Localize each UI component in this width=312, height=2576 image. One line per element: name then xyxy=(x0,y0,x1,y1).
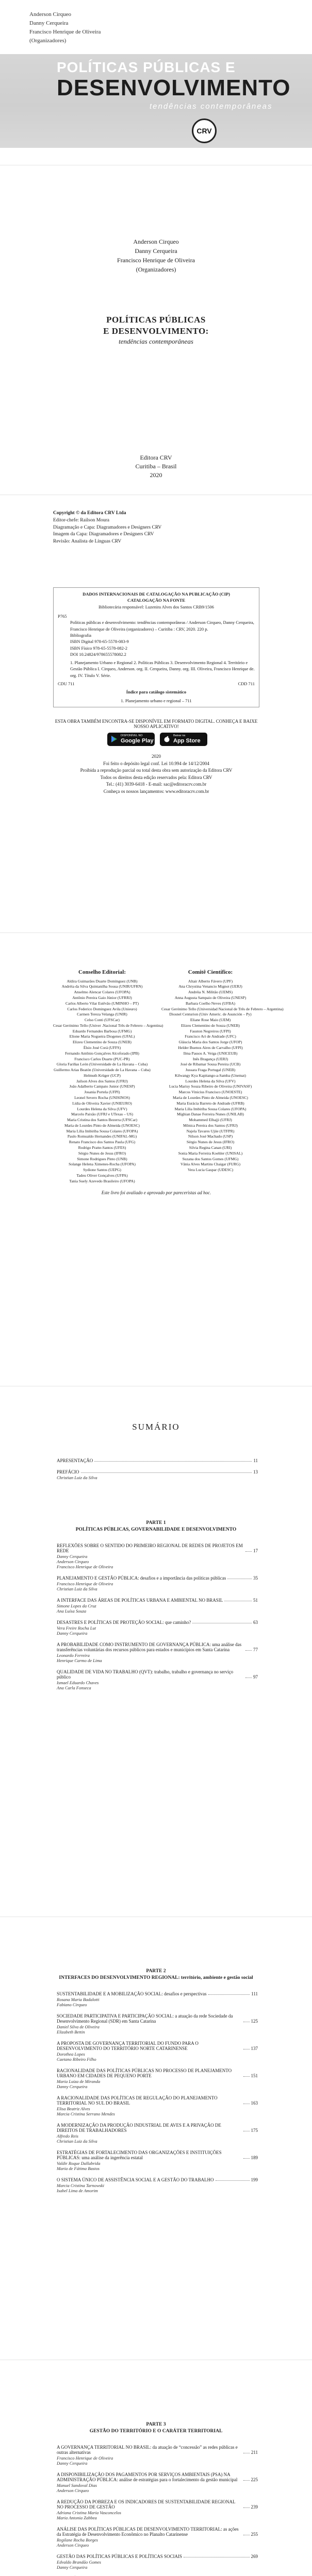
editorial-member: Maria Cristina dos Santos Bezerra (UFSCar) xyxy=(67,1117,138,1123)
author-name: Anderson Cirqueo xyxy=(133,238,179,245)
scientific-member: Francisco Ari de Andrade (UFC) xyxy=(185,1034,236,1039)
part-2-heading xyxy=(0,1968,312,1982)
toc-entry-page: 51 xyxy=(253,1598,258,1603)
google-play-icon xyxy=(111,736,118,742)
scientific-member: José de Ribamar Sousa Pereira (UCB) xyxy=(180,1062,241,1067)
publisher-block xyxy=(0,453,312,479)
editorial-member: Maria Lília Imbiriba Sousa Colares (UFOPA) xyxy=(66,1128,138,1133)
rights-notice: Todos os direitos desta edição reservados pela: Editora CRV xyxy=(100,774,212,780)
toc-entry-title: A REDUÇÃO DA POBREZA E OS INDICADORES DE SUSTENTABILIDADE REGIONAL NO PROCESSO DE GESTÃO xyxy=(57,2499,236,2510)
app-store-badges xyxy=(107,733,207,746)
summary-intro-list xyxy=(57,1458,258,1486)
toc-leader-dots xyxy=(81,1472,252,1473)
part-label: PARTE 3 xyxy=(146,2422,166,2427)
editorial-member: Anselmo Alencar Colares (UFOPA) xyxy=(74,990,130,995)
google-play-button[interactable] xyxy=(107,733,155,746)
copyright-line: Imagem da Capa: Diagramadores e Designers CRV xyxy=(53,532,154,537)
doi: DOI 10.24824/978655578082.2 xyxy=(70,651,126,657)
scientific-member: Míghian Danae Ferreira Nunes (UNILAB) xyxy=(177,1112,244,1117)
toc-leader-dots xyxy=(245,1677,252,1678)
toc-entry-authors: Manuel Sandoval Dias Anderson Cirqueo xyxy=(57,2483,97,2493)
editorial-member: Antônio Pereira Gaio Júnior (UFRRJ) xyxy=(72,995,132,1000)
app-store-notice: ESTA OBRA TAMBÉM ENCONTRA-SE DISPONÍVEL EM FORMATO DIGITAL. CONHEÇA E BAIXE NOSSO APLICATIVO! xyxy=(55,719,258,729)
toc-entry-title: A MODERNIZAÇÃO DA PRODUÇÃO INDUSTRIAL DE AVES E A PRIVAÇÃO DE DIREITOS DE TRABALHADORES xyxy=(57,2123,221,2133)
toc-entry[interactable] xyxy=(57,1642,258,1663)
summary-part-1-list xyxy=(57,1543,258,1697)
cataloging-entry: Políticas públicas e desenvolvimento: tendências contemporâneas / Anderson Cirqueo, Danny Cerqueira, Francisco Henrique de Oliveira (organizadores) – Curitiba : CRV, 2020. 220 p. xyxy=(70,620,254,632)
editorial-member: Guillermo Arias Beatón (Universidade de La Havana – Cuba) xyxy=(54,1067,151,1073)
toc-entry[interactable] xyxy=(57,2527,258,2548)
scientific-member: Mônica Pereira dos Santos (UFRJ) xyxy=(183,1123,238,1128)
scientific-member: Andréia N. Militão (UEMS) xyxy=(188,990,233,995)
editorial-member: Gloria Fariñas León (Universidade de La Havana – Cuba) xyxy=(56,1062,148,1067)
toc-entry[interactable] xyxy=(57,2123,258,2144)
toc-entry-title: GESTÃO DAS POLÍTICAS PÚBLICAS E POLÍTICAS SOCIAIS xyxy=(57,2554,183,2559)
editorial-member: Aldira Guimarães Duarte Domínguez (UNB) xyxy=(67,978,138,984)
publisher-website: Conheça os nossos lançamentos: www.editoracrv.com.br xyxy=(103,788,209,794)
toc-entry-title: APRESENTAÇÃO xyxy=(57,1458,93,1463)
toc-entry-page: 255 xyxy=(251,2532,258,2537)
scientific-member: Eliane Rose Maio (UEM) xyxy=(190,1018,231,1023)
copyright-block xyxy=(53,510,259,546)
toc-entry[interactable] xyxy=(57,2177,258,2193)
toc-entry-page: 239 xyxy=(251,2504,258,2510)
toc-entry-authors: Regilane Rocha Borges Anderson Cirqueo xyxy=(57,2537,98,2548)
editorial-member: Leonel Severo Rocha (UNISINOS) xyxy=(74,1095,130,1100)
toc-entry-authors: Alfredo Reis Christian Luiz da Silva xyxy=(57,2133,97,2144)
cover-page xyxy=(0,0,312,155)
editorial-member: Paulo Romualdo Hernandes (UNIFAL-MG) xyxy=(67,1134,137,1139)
toc-entry-title: REFLEXÕES SOBRE O SENTIDO DO PRIMEIRO REGIONAL DE REDES DE PROJETOS EM REDE xyxy=(57,1543,243,1553)
toc-entry-authors: Francisco Henrique de Oliveira Danny Cerqueira xyxy=(57,2455,113,2466)
toc-entry-authors: Ismael Eduardo Chaves Ana Carla Fonseca xyxy=(57,1680,99,1690)
toc-entry-authors: Rosana Maria Badalotti Fabiano Cirqueo xyxy=(57,1997,100,2007)
toc-entry[interactable] xyxy=(57,1669,258,1690)
scientific-committee xyxy=(161,969,284,1184)
toc-entry-page: 175 xyxy=(251,2128,258,2133)
apple-icon xyxy=(163,736,170,742)
toc-entry-authors: Vera Freire Rocha Lut Danny Cerqueira xyxy=(57,1625,96,1636)
toc-entry[interactable] xyxy=(57,1543,258,1569)
toc-entry-page: 13 xyxy=(253,1469,258,1475)
toc-entry-title: SUSTENTABILIDADE E A MOBILIZAÇÃO SOCIAL: desafios e perspectivas xyxy=(57,1991,207,1996)
toc-entry[interactable] xyxy=(57,1458,258,1463)
toc-entry[interactable] xyxy=(57,2013,258,2035)
scientific-member: Marcos Vinicius Francisco (UNOESTE) xyxy=(178,1090,242,1095)
editorial-member: Francisco Carlos Duarte (PUC-PR) xyxy=(74,1056,130,1061)
toc-entry[interactable] xyxy=(57,2445,258,2466)
toc-entry-page: 11 xyxy=(253,1458,258,1463)
toc-entry-authors: Valdir Roque Dallabrida Maria de Fátima Bastos xyxy=(57,2161,101,2171)
summary-part-2-list xyxy=(57,1991,258,2199)
editorial-member: Helmuth Krüger (UCP) xyxy=(84,1073,121,1078)
cataloging-heading: DADOS INTERNACIONAIS DE CATALOGAÇÃO NA PUBLICAÇÃO (CIP) xyxy=(83,591,230,597)
toc-entry[interactable] xyxy=(57,2472,258,2493)
toc-entry-title: DESASTRES E POLÍTICAS DE PROTEÇÃO SOCIAL: que caminho? xyxy=(57,1620,191,1625)
editorial-member: Elione Maria Nogueira Diogenes (UFAL) xyxy=(69,1034,135,1039)
part-label: PARTE 2 xyxy=(146,1969,166,1974)
cover-organizers xyxy=(29,10,101,45)
toc-entry-page: 35 xyxy=(253,1575,258,1581)
toc-entry-title: A DISPONIBILIZAÇÃO DOS PAGAMENTOS POR SERVIÇOS AMBIENTAIS (PSA) NA ADMINISTRAÇÃO PÚBLICA: análise de estratégias para o fortalecimento da gestão municipal xyxy=(57,2472,238,2482)
book-title-line: POLÍTICAS PÚBLICAS xyxy=(106,315,206,325)
toc-entry[interactable] xyxy=(57,2041,258,2062)
toc-entry-title: A RACIONALIDADE DAS POLÍTICAS DE REGULAÇÃO DO PLANEJAMENTO TERRITORIAL NO SUL DO BRASIL xyxy=(57,2095,218,2106)
scientific-member: Sonia Maria Ferreira Koehler (UNISAL) xyxy=(178,1150,243,1156)
toc-entry-page: 225 xyxy=(251,2477,258,2482)
author-name: Danny Cerqueira xyxy=(135,247,177,255)
author-name: Francisco Henrique de Oliveira xyxy=(117,257,195,264)
editorial-board-title: Conselho Editorial: xyxy=(78,969,126,975)
editorial-member: Tadeu Oliver Gonçalves (UFPA) xyxy=(76,1173,128,1178)
toc-entry-authors: Danny Cerqueira Anderson Cirqueo Francisco Henrique de Oliveira xyxy=(57,1554,113,1569)
editorial-member: Celso Conti (UFSCar) xyxy=(85,1018,120,1023)
toc-leader-dots xyxy=(245,1551,252,1552)
toc-entry-title: ANÁLISE DAS POLÍTICAS PÚBLICAS DE DESENVOLVIMENTO TERRITORIAL: as ações da Estratégia de Desenvolvimento Econômico no Planalto Catarinense xyxy=(57,2527,239,2537)
publication-year: 2020 xyxy=(150,471,162,479)
cover-organizer: Francisco Henrique de Oliveira xyxy=(29,29,101,36)
app-store-small-label: Baixar na xyxy=(173,734,186,738)
toc-entry-authors: Daniel Silva de Oliveira Elizabeth Bettin xyxy=(57,2024,100,2035)
editorial-member: Carmen Tereza Velanga (UNIR) xyxy=(77,1012,127,1017)
scientific-committee-title: Comitê Científico: xyxy=(188,969,233,975)
copyright-line: Copyright © da Editora CRV Ltda xyxy=(53,511,126,516)
toc-entry-title: PREFÁCIO xyxy=(57,1469,79,1475)
toc-entry-page: 189 xyxy=(251,2155,258,2160)
editorial-member: Tania Suely Azevedo Brasileiro (UFOPA) xyxy=(69,1178,135,1183)
scientific-member: Barbara Coelho Neves (UFBA) xyxy=(186,1001,235,1006)
toc-entry-page: 125 xyxy=(251,2019,258,2024)
toc-leader-dots xyxy=(245,1650,252,1651)
part-1-heading xyxy=(0,1520,312,1534)
app-store-label: App Store xyxy=(173,737,201,744)
editorial-member: Renato Francisco dos Santos Paula (UFG) xyxy=(69,1140,136,1145)
toc-entry-page: 151 xyxy=(251,2073,258,2078)
editorial-member: Jailson Alves dos Santos (UFRJ) xyxy=(76,1078,128,1083)
part-title: POLÍTICAS PÚBLICAS, GOVERNABILIDADE E DESENVOLVIMENTO xyxy=(75,1527,237,1533)
contact-phone-email: Tel.: (41) 3039-6418 - E-mail: sac@editoracrv.com.br xyxy=(106,782,207,787)
publisher-name: Editora CRV xyxy=(140,454,172,461)
isbn-print: ISBN Físico 978-65-5578-082-2 xyxy=(70,645,127,651)
toc-entry[interactable] xyxy=(57,1598,258,1614)
scientific-member: Fauston Negreiros (UFPI) xyxy=(190,1028,231,1033)
scientific-member: Silvia Regina Canan (URI) xyxy=(189,1145,232,1150)
cover-organizer-role: (Organizadores) xyxy=(29,38,67,44)
toc-entry-authors: Elisa Beatriz Alves Marcia Cristina Serrano Mendes xyxy=(57,2106,115,2116)
part-label: PARTE 1 xyxy=(146,1520,166,1526)
toc-leader-dots xyxy=(243,2076,250,2077)
editorial-member: Maria de Lourdes Pinto de Almeida (UNOESC) xyxy=(64,1123,140,1128)
toc-entry-page: 137 xyxy=(251,2046,258,2051)
scientific-member: Vera Lucia Gaspar (UDESC) xyxy=(187,1167,234,1173)
toc-entry-page: 269 xyxy=(251,2554,258,2559)
google-play-small-label: DISPONÍVEL NO xyxy=(121,734,143,738)
toc-entry-title: A GOVERNANÇA TERRITORIAL NO BRASIL: da atuação de “concessão” as redes públicas e outras alternativas xyxy=(57,2445,238,2455)
toc-entry[interactable] xyxy=(57,2095,258,2116)
toc-entry-title: A PROPOSTA DE GOVERNANÇA TERRITORIAL DO FUNDO PARA O DESENVOLVIMENTO DO TERRITÓRIO NORTE CATARINENSE xyxy=(57,2041,199,2051)
toc-entry-title: ESTRATÉGIAS DE FORTALECIMENTO DAS ORGANIZAÇÕES E INSTITUIÇÕES PÚBLICAS: uma análise da ingerência estatal xyxy=(57,2150,222,2160)
cataloging-index-heading: Índice para catálogo sistemático xyxy=(126,689,187,695)
editorial-member: Cesar Gerónimo Tello (Univer .Nacional Três de Febrero – Argentina) xyxy=(53,1023,163,1028)
toc-entry[interactable] xyxy=(57,2554,258,2570)
cataloging-code: P765 xyxy=(58,613,67,619)
editorial-member: Rodrigo Pratte-Santos (UFES) xyxy=(78,1145,126,1150)
scientific-member: Kilwangy Kya Kapitango-a-Samba (Unemat) xyxy=(174,1073,247,1078)
cataloging-heading: CATALOGAÇÃO NA FONTE xyxy=(127,598,186,603)
reproduction-notice: Proibida a reprodução parcial ou total desta obra sem autorização da Editora CRV xyxy=(80,768,233,773)
scientific-member: Nilson José Machado (USP) xyxy=(188,1134,233,1139)
crv-logo: CRV xyxy=(192,118,217,143)
toc-entry-authors: Marcia Cristina Tarnowski Isabel Lima de Amorim xyxy=(57,2183,104,2193)
scientific-member: Helder Buenos Aires de Carvalho (UFPI) xyxy=(178,1045,243,1050)
editorial-member: Sérgio Nunes de Jesus (IFRO) xyxy=(78,1150,126,1156)
toc-entry-page: 211 xyxy=(251,2450,258,2455)
toc-entry-page: 97 xyxy=(253,1674,258,1680)
scientific-member: Lourdes Helena da Silva (UFV) xyxy=(185,1078,236,1083)
scientific-member: Ilma Passos A. Veiga (UNICEUB) xyxy=(183,1050,238,1056)
scientific-member: Cesar Gerónimo Tello (Universidad Nacional de Três de Febrero – Argentina) xyxy=(161,1006,284,1011)
editorial-member: Lídia de Oliveira Xavier (UNIEURO) xyxy=(72,1100,132,1106)
editorial-member: Sydione Santos (UEPG) xyxy=(83,1167,121,1173)
cover-title-top: POLÍTICAS PÚBLICAS E xyxy=(57,59,236,75)
toc-entry-title: A INTERFACE DAS ÁREAS DE POLÍTICAS URBANA E AMBIENTAL NO BRASIL xyxy=(57,1598,223,1603)
toc-entry-authors: Simone Lopes da Cruz Ana Luísa Souza xyxy=(57,1603,96,1614)
toc-leader-dots xyxy=(243,2480,250,2481)
editorial-member: Fernando Antônio Gonçalves Alcoforado (IPB) xyxy=(65,1050,139,1056)
toc-entry-page: 111 xyxy=(251,1991,258,1996)
toc-entry-page: 163 xyxy=(251,2100,258,2106)
scientific-member: Elizeu Clementino de Souza (UNEB) xyxy=(181,1023,240,1028)
cdu-code: CDU 711 xyxy=(58,681,75,687)
scientific-member: Jussara Fraga Portugal (UNEB) xyxy=(185,1067,236,1073)
scientific-member: Maria Lília Imbiriba Sousa Colares (UFOPA) xyxy=(174,1106,247,1111)
book-title xyxy=(0,314,312,337)
cataloging-subjects: 1. Planejamento Urbano e Regional 2. Políticas Públicas 3. Desenvolvimento Regional 4. Território e Gestão Pública I. Cirqueo, Anderson. org. II. Cerqueira, Danny. org. III. Oliveira, Francisco Henrique de. org. IV. Título V. Série. xyxy=(70,660,255,678)
editorial-member: Elizeu Clementino de Souza (UNEB) xyxy=(73,1040,132,1045)
cover-organizer: Danny Cerqueira xyxy=(29,20,69,27)
cataloging-box xyxy=(53,587,259,707)
scientific-member: Lucia Marisy Souza Ribeiro de Oliveira (UNIVASF) xyxy=(169,1084,252,1089)
toc-entry-title: RACIONALIDADE DAS POLÍTICAS PÚBLICAS NO PROCESSO DE PLANEJAMENTO URBANO EM CIDADES DE PEQUENO PORTE xyxy=(57,2068,232,2078)
toc-entry-authors: Adriana Cristina Maria Vasconcelos Maria Antonia Zabbea xyxy=(57,2510,121,2520)
editorial-member: Solange Helena Ximenes-Rocha (UFOPA) xyxy=(69,1162,136,1167)
toc-entry-authors: Christian Luiz da Silva xyxy=(57,1475,97,1480)
scientific-member: Ana Chrystina Venancio Mignot (UERJ) xyxy=(178,984,242,989)
toc-entry[interactable] xyxy=(57,2150,258,2171)
toc-entry-page: 77 xyxy=(253,1647,258,1652)
toc-entry-authors: Dorothea Lopes Caetano Ribeiro Filho xyxy=(57,2052,96,2062)
cataloging-bibliography: Bibliografia xyxy=(70,632,92,638)
contact-year: 2020 xyxy=(152,754,161,759)
toc-entry[interactable] xyxy=(57,2068,258,2089)
copyright-line: Revisão: Analista de Línguas CRV xyxy=(53,539,122,545)
scientific-member: Anna Augusta Sampaio de Oliveira (UNESP) xyxy=(174,995,247,1000)
cover-title-main: DESENVOLVIMENTO xyxy=(57,75,291,100)
editorial-member: Eduardo Fernandes Barbosa (UFMG) xyxy=(72,1028,132,1033)
toc-entry[interactable] xyxy=(57,1575,258,1591)
editorial-member: Lourdes Helena da Silva (UFV) xyxy=(77,1106,127,1111)
peer-review-note: Este livro foi avaliado e aprovado por pareceristas ad hoc. xyxy=(101,1190,211,1195)
summary-part-3-list xyxy=(57,2445,258,2576)
editorial-board xyxy=(53,969,163,1184)
isbn-digital: ISBN Digital 978-65-5578-083-9 xyxy=(70,639,129,645)
scientific-member: Sérgio Nunes de Jesus (IFRO) xyxy=(186,1140,235,1145)
scientific-member: Diosnel Centurion (Univ Americ. de Asunción – Py) xyxy=(169,1012,252,1017)
scientific-member: Maria Eurácia Barreto de Andrade (UFRB) xyxy=(176,1100,244,1106)
toc-leader-dots xyxy=(243,2158,250,2159)
scientific-member: Suzana dos Santos Gomes (UFMG) xyxy=(182,1156,239,1161)
editorial-member: Simone Rodrigues Pinto (UNB) xyxy=(77,1156,127,1161)
toc-leader-dots xyxy=(243,2507,250,2508)
toc-entry[interactable] xyxy=(57,2499,258,2520)
toc-entry-authors: Leonardo Ferreira Henrique Carmo de Lima xyxy=(57,1653,102,1663)
cover-subtitle: tendências contemporâneas xyxy=(150,102,273,111)
cdd-code: CDD 711 xyxy=(238,681,255,687)
legal-deposit: Foi feito o depósito legal conf. Lei 10.994 de 14/12/2004 xyxy=(103,760,209,766)
title-page-authors xyxy=(0,237,312,274)
editorial-member: Élsio José Corá (UFFS) xyxy=(83,1045,121,1050)
author-role: (Organizadores) xyxy=(136,266,176,273)
copyright-line: Diagramação e Capa: Diagramadores e Designers CRV xyxy=(53,524,162,530)
publisher-contact xyxy=(53,753,259,795)
toc-entry-page: 63 xyxy=(253,1620,258,1625)
council-section xyxy=(53,969,284,1184)
toc-entry-title: SOCIEDADE PARTICIPATIVA E PARTICIPAÇÃO SOCIAL: a atuação da rede Sociedade da Desenvolvimento Regional (SDR) em Santa Catarina xyxy=(57,2013,233,2024)
part-title: GESTÃO DO TERRITÓRIO E O CARÁTER TERRITORIAL xyxy=(89,2429,223,2434)
cataloging-librarian: Bibliotecária responsável: Luzenira Alves dos Santos CRB9/1506 xyxy=(98,604,214,609)
toc-entry-title: O SISTEMA ÚNICO DE ASSISTÊNCIA SOCIAL E A GESTÃO DO TRABALHO xyxy=(57,2177,214,2182)
toc-leader-dots xyxy=(216,2180,250,2181)
scientific-member: Maria de Lourdes Pinto de Almeida (UNOESC) xyxy=(173,1095,248,1100)
summary-title: SUMÁRIO xyxy=(132,1422,180,1432)
toc-entry-authors: Edvaldo Brandão Gomes Danny Cerqueira xyxy=(57,2560,101,2570)
toc-entry-page: 17 xyxy=(253,1548,258,1553)
app-store-button[interactable] xyxy=(160,733,207,746)
scientific-member: Najela Tavares Ujiie (UTFPR) xyxy=(186,1128,235,1133)
toc-entry[interactable] xyxy=(57,1620,258,1636)
toc-entry[interactable] xyxy=(57,1469,258,1480)
google-play-label: Google Play xyxy=(121,737,154,744)
toc-entry[interactable] xyxy=(57,1991,258,2007)
toc-entry-authors: Maria Luiza de Miranda Danny Cerqueira xyxy=(57,2079,101,2089)
toc-leader-dots xyxy=(208,1994,250,1995)
copyright-line: Editor-chefe: Railson Moura xyxy=(53,517,110,523)
scientific-member: Altair Alberto Fávero (UPF) xyxy=(188,978,233,984)
toc-entry-title: PLANEJAMENTO E GESTÃO PÚBLICA: desafios e a importância das políticas públicas xyxy=(57,1575,226,1581)
publisher-city: Curitiba – Brasil xyxy=(135,462,177,470)
cover-organizer: Anderson Cirqueo xyxy=(29,11,71,18)
part-3-heading xyxy=(0,2421,312,2435)
editorial-member: Marcelo Paixão (UFRJ e UTexas – US) xyxy=(71,1112,134,1117)
cataloging-index: 1. Planejamento urbano e regional – 711 xyxy=(121,698,192,703)
editorial-member: João Adalberto Campato Junior (UNESP) xyxy=(69,1084,135,1089)
scientific-member: Inês Bragança (UERJ) xyxy=(192,1056,228,1061)
toc-entry-authors: Francisco Henrique de Oliveira Christian Luiz da Silva xyxy=(57,1581,113,1591)
scientific-member: Mohammed Elhajji (UFRJ) xyxy=(189,1117,232,1123)
toc-entry-page: 199 xyxy=(251,2177,258,2182)
editorial-member: Josania Portela (UFPI) xyxy=(84,1090,120,1095)
editorial-member: Carlos Federico Dominguez Avila (Unieuro) xyxy=(67,1006,137,1011)
editorial-member: Carlos Alberto Vilar Estêvão (UMINHO – PT) xyxy=(65,1001,139,1006)
part-title: INTERFACES DO DESENVOLVIMENTO REGIONAL: território, ambiente e gestão social xyxy=(59,1975,253,1981)
scientific-member: Vânia Alves Martins Chaigar (FURG) xyxy=(180,1162,240,1167)
book-title-line: E DESENVOLVIMENTO: xyxy=(103,326,209,336)
scientific-member: Gláucia Maria dos Santos Jorge (UFOP) xyxy=(178,1040,242,1045)
toc-leader-dots xyxy=(94,1461,252,1462)
toc-entry-title: A PROBABILIDADE COMO INSTRUMENTO DE GOVERNANÇA PÚBLICA: uma análise das transferências voluntárias dos recursos públicos para estados e municípios em Santa Catarina xyxy=(57,1642,242,1652)
book-subtitle: tendências contemporâneas xyxy=(119,337,193,345)
editorial-member: Andréia da Silva Quintanilha Sousa (UNIR/UFRN) xyxy=(61,984,143,989)
toc-entry-title: QUALIDADE DE VIDA NO TRABALHO (QVT): trabalho, trabalho e governança no serviço público xyxy=(57,1669,234,1680)
